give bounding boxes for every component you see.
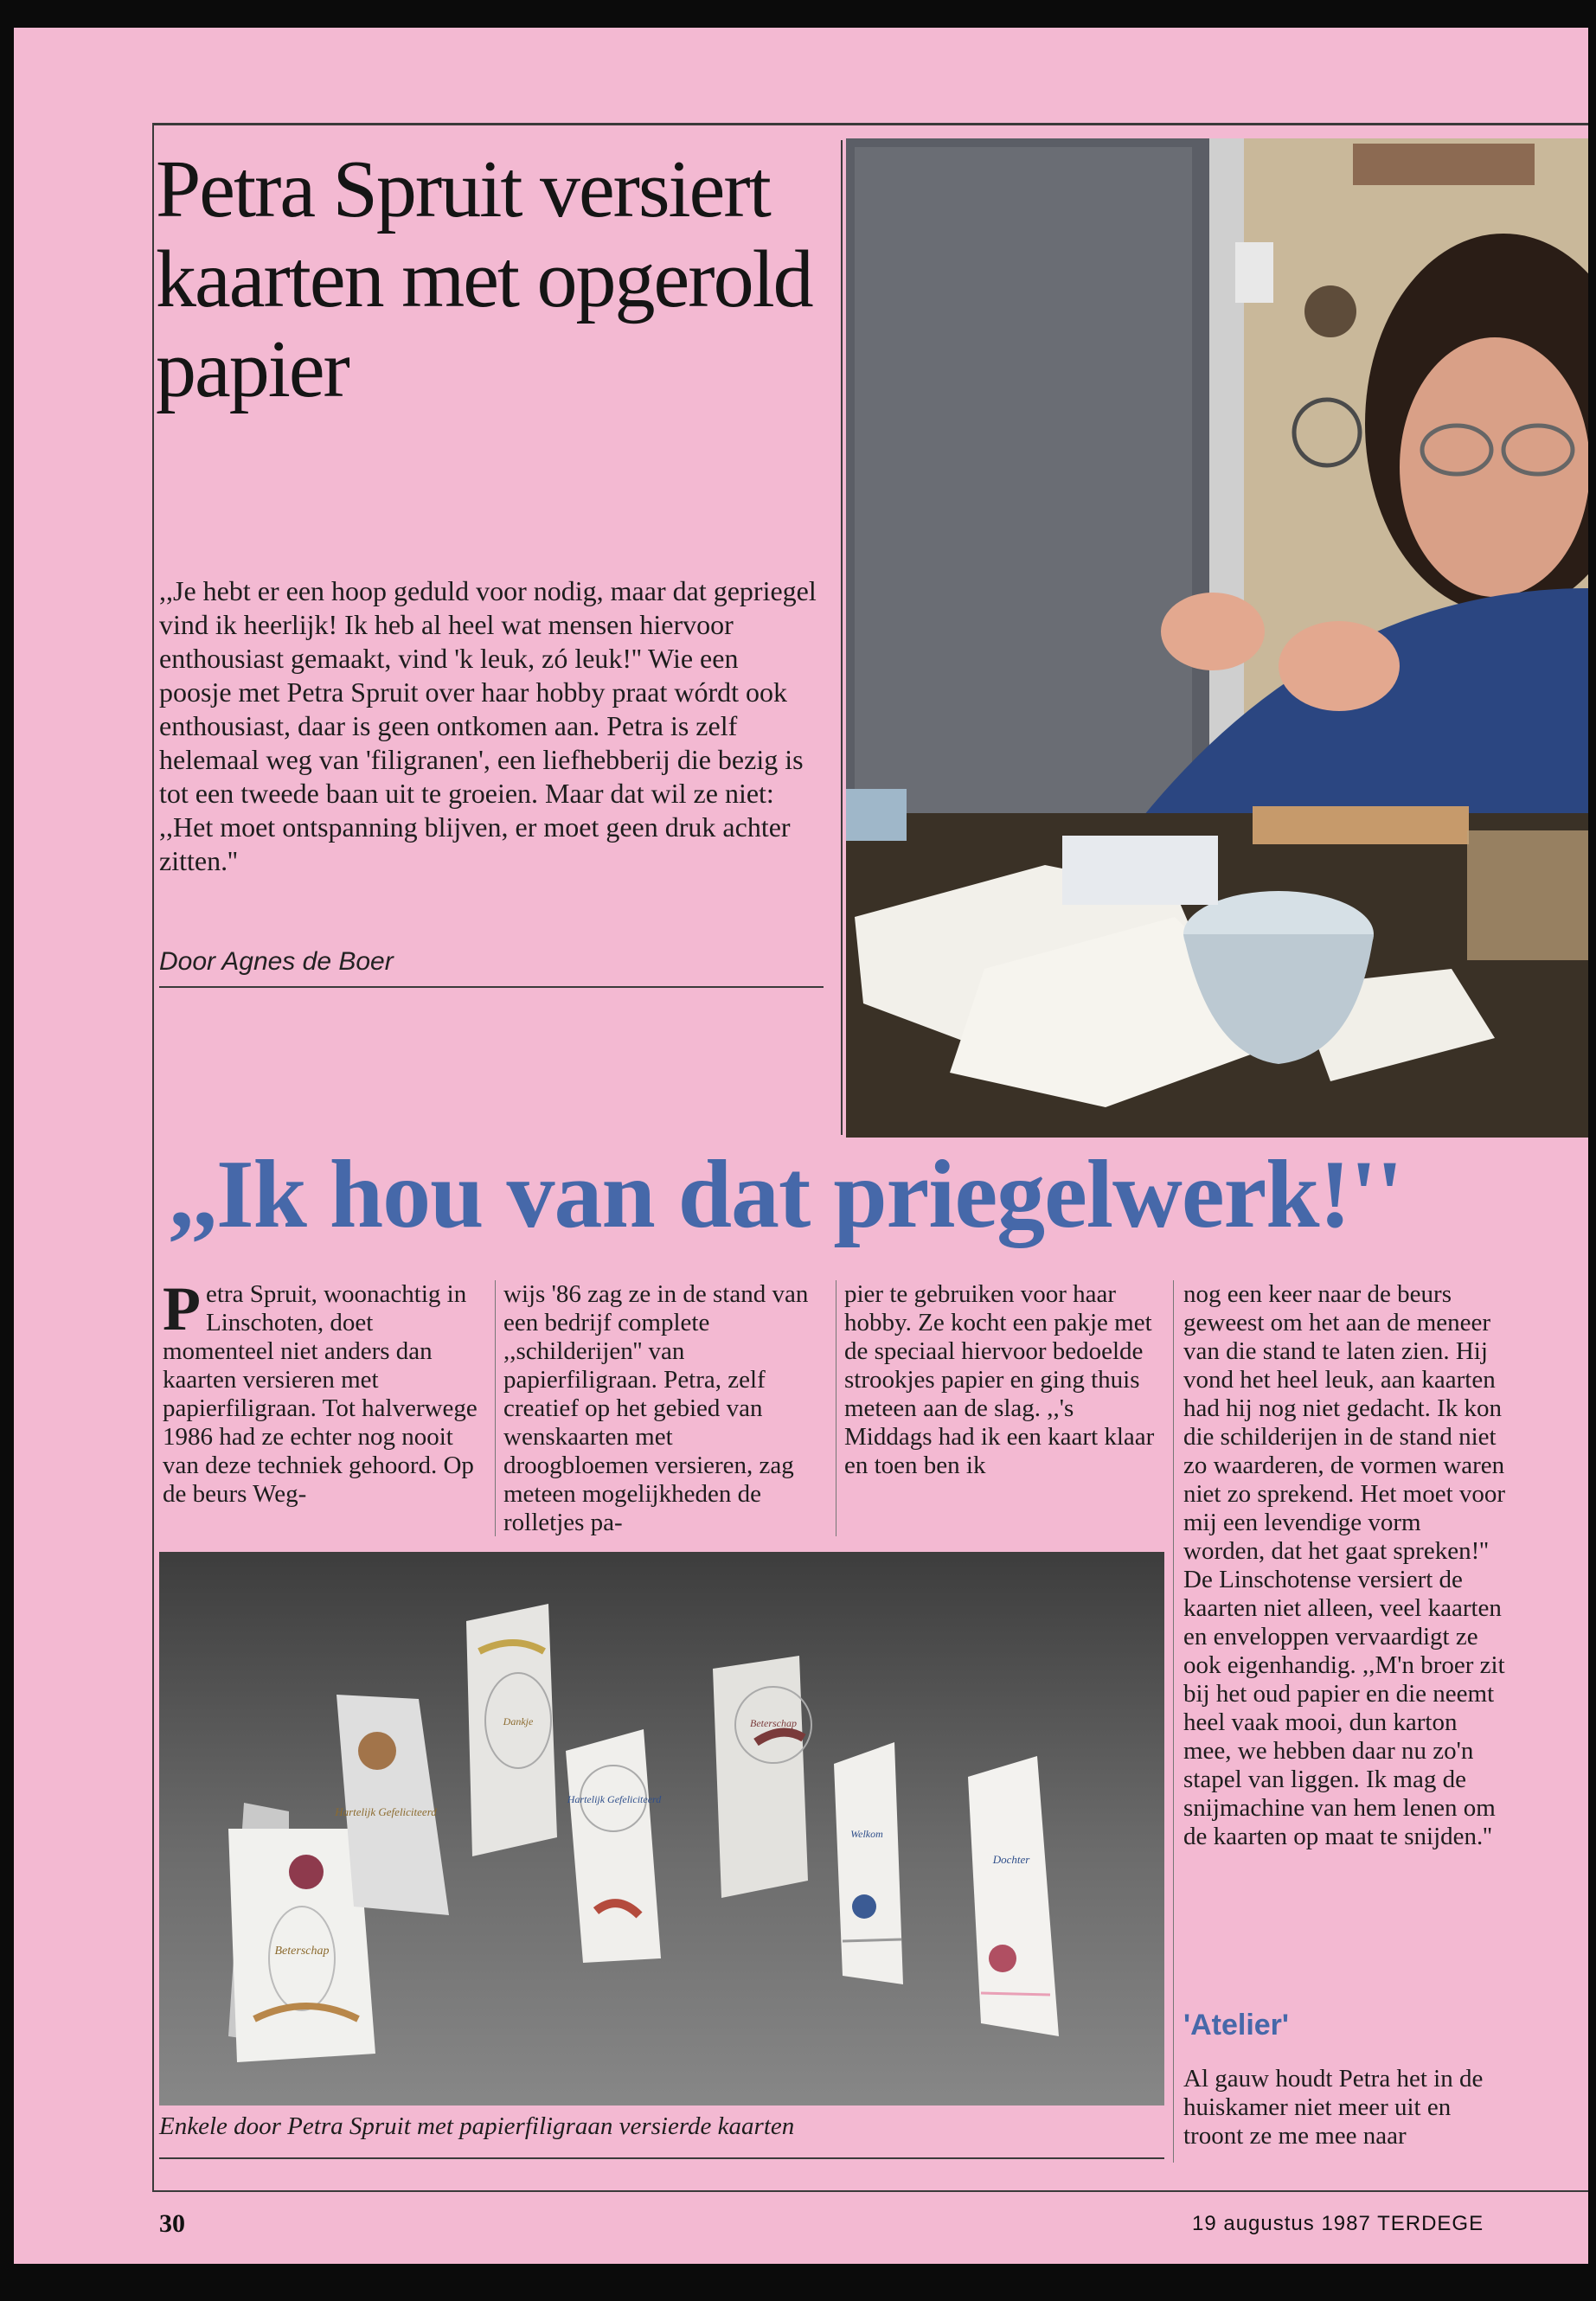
article-headline: Petra Spruit versiert kaarten met opgerold papier (156, 144, 812, 414)
photo-decorated-cards (159, 1552, 1164, 2106)
card-5-text: Beterschap (750, 1717, 797, 1729)
card-4-text: Hartelijk Gefeliciteerd (567, 1793, 662, 1805)
card-2-text: Hartelijk Gefeliciteerd (335, 1805, 437, 1818)
text-column-3: pier te gebruiken voor haar hobby. Ze kocht een pakje met de speciaal hiervoor bedoelde strookjes papier en ging thuis meteen aan de slag. ,,'s Middags had ik een kaart klaar en toen ben ik (844, 1280, 1155, 1479)
left-rule (152, 123, 154, 2192)
issue-date: 19 augustus 1987 TERDEGE (1192, 2212, 1484, 2235)
card-6 (834, 1742, 903, 1984)
article-intro: ,,Je hebt er een hoop geduld voor nodig, maar dat gepriegel vind ik heerlijk! Ik heb al heel wat mensen hiervoor enthousiast gemaakt, vind 'k leuk, zó leuk!'' Wie een poosje met Petra Spruit over haar hobby praat wórdt ook enthousiast, daar is geen ontkomen aan. Petra is zelf helemaal weg van 'filigranen', een liefhebberij die bezig is tot een tweede baan uit te groeien. Maar dat wil ze niet: ,,Het moet ontspanning blijven, er moet geen druk achter zitten.'' (159, 575, 817, 876)
col-rule-3 (1173, 1280, 1174, 2163)
magazine-page (14, 28, 1588, 2264)
photo-caption: Enkele door Petra Spruit met papierfiligraan versierde kaarten (159, 2112, 795, 2140)
card-3 (466, 1604, 557, 1856)
text-column-2: wijs '86 zag ze in de stand van een bedrijf complete ,,schilderijen'' van papierfiligraan. Petra, zelf creatief op het gebied van wenskaarten met droogbloemen versieren, zag meteen mogelijkheden de rolletjes pa- (503, 1280, 809, 1536)
text-column-4-continued: Al gauw houdt Petra het in de huiskamer niet meer uit en troont ze me mee naar (1183, 2065, 1484, 2150)
text-column-1 (163, 1274, 483, 1509)
subheading-atelier: 'Atelier' (1183, 2009, 1289, 2041)
caption-rule (159, 2157, 1164, 2159)
card-6-text: Welkom (850, 1828, 883, 1840)
card-3-text: Dankje (503, 1715, 534, 1727)
col-rule-1 (495, 1280, 496, 1536)
column-1-text: etra Spruit, woonachtig in Linschoten, doet momenteel niet anders dan kaarten versieren met papierfiligraan. Tot halverwege 1986 had ze echter nog nooit van deze techniek gehoord. Op de beurs Weg- (163, 1280, 478, 1508)
bottom-rule (152, 2190, 1588, 2192)
top-rule (152, 123, 1588, 125)
byline-rule (159, 986, 824, 988)
drop-cap: P (163, 1274, 201, 1343)
photo-petra-spruit (846, 138, 1588, 1138)
text-column-4: nog een keer naar de beurs geweest om het aan de meneer van die stand te laten zien. Hij vond het heel leuk, aan kaarten had hij nog niet gedacht. Ik kon die schilderijen in de stand niet zo waarderen, de vormen waren niet zo sprekend. Het moet voor mij een levendige vorm worden, dat het gaat spreken!'' De Linschotense versiert de kaarten niet alleen, veel kaarten en enveloppen vervaardigt ze ook eigenhandig. ,,M'n broer zit bij het oud papier en die neemt heel vaak mooi, dun karton mee, we hebben daar nu zo'n stapel van liggen. Ik mag de snijmachine van hem lenen om de kaarten op maat te snijden.'' (1183, 1280, 1506, 1850)
article-title-quote: ,,Ik hou van dat priegelwerk!'' (170, 1141, 1403, 1248)
card-5 (713, 1656, 811, 1898)
article-byline: Door Agnes de Boer (159, 947, 394, 976)
page-number: 30 (159, 2209, 185, 2238)
card-7-text: Dochter (992, 1853, 1030, 1866)
card-1-text: Beterschap (274, 1945, 330, 1958)
